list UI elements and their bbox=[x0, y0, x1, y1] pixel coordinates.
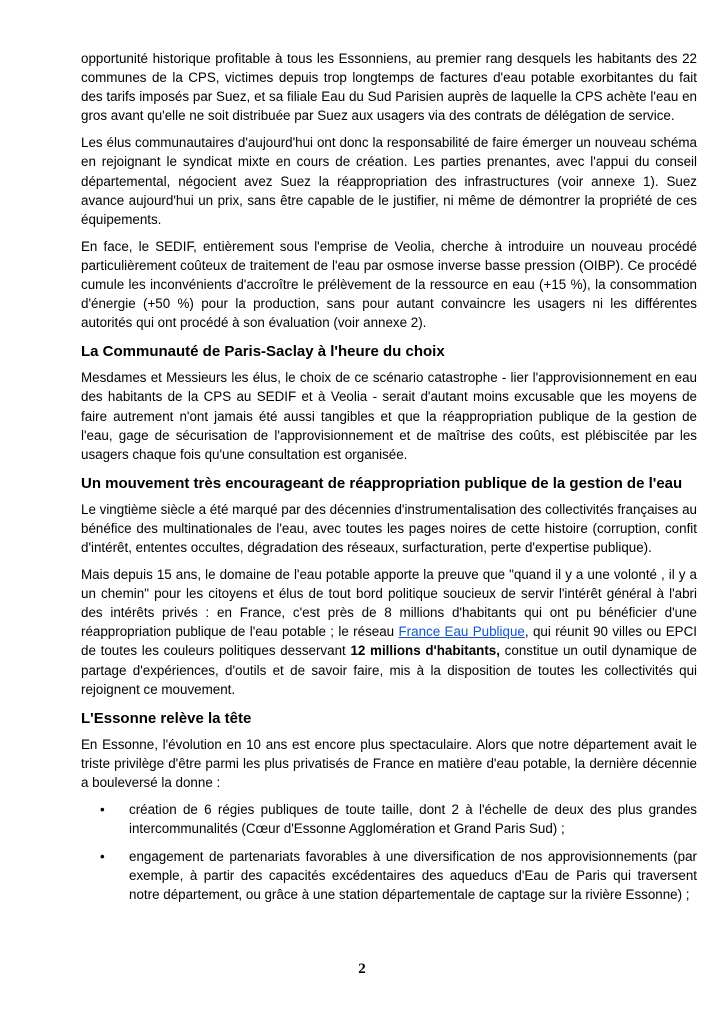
paragraph: Mesdames et Messieurs les élus, le choix de ce scénario catastrophe - lier l'approvisionnement en eau des habitants de la CPS au SEDIF et à Veolia - serait d'autant moins excusable que les moyens de faire autrement n'ont jamais été aussi tangibles et que la réappropriation publique de la gestion de l'eau, gage de sécurisation de l'approvisionnement et de maîtrise des coûts, est plébiscitée par les usagers chaque fois qu'une consultation est organisée. bbox=[81, 370, 697, 462]
list-item bbox=[100, 800, 697, 838]
document-page bbox=[81, 49, 697, 913]
list-item-text: création de 6 régies publiques de toute taille, dont 2 à l'échelle de deux des plus grandes intercommunalités (Cœur d'Essonne Agglomération et Grand Paris Sud) ; bbox=[129, 802, 697, 837]
paragraph: opportunité historique profitable à tous les Essonniens, au premier rang desquels les habitants des 22 communes de la CPS, victimes depuis trop longtemps de factures d'eau potable exorbitantes du fait des tarifs imposés par Suez, et sa filiale Eau du Sud Parisien auprès de laquelle la CPS achète l'eau en gros avant qu'elle ne soit distribuée par Suez aux usagers via des contrats de délégation de service. bbox=[81, 51, 697, 124]
paragraph: En Essonne, l'évolution en 10 ans est encore plus spectaculaire. Alors que notre département avait le triste privilège d'être parmi les plus privatisés de France en matière d'eau potable, la dernière décennie a bouleversé la donne : bbox=[81, 736, 697, 790]
text-run: , qui réunit 90 villes ou EPCI de toutes les couleurs politiques desservant bbox=[81, 624, 697, 659]
list-item-text: engagement de partenariats favorables à une diversification de nos approvisionnements (par exemple, à partir des capacités excédentaires des aqueducs d'Eau de Paris qui traversent notre département, ou grâce à une station départementale de captage sur la rivière Essonne) ; bbox=[129, 849, 697, 903]
france-eau-publique-link[interactable]: France Eau Publique bbox=[398, 624, 525, 640]
text-run: constitue un outil dynamique de partage d'expériences, d'outils et de savoir faire, mis à la disposition de toutes les collectivités qui rejoignent ce mouvement. bbox=[81, 643, 697, 697]
paragraph: Le vingtième siècle a été marqué par des décennies d'instrumentalisation des collectivités françaises au bénéfice des multinationales de l'eau, avec toutes les pages noires de cette histoire (corruption, confit d'intérêt, ententes occultes, dégradation des réseaux, surfacturation, perte d'expertise publique). bbox=[81, 501, 697, 555]
paragraph: En face, le SEDIF, entièrement sous l'emprise de Veolia, cherche à introduire un nouveau procédé particulièrement coûteux de traitement de l'eau par osmose inverse basse pression (OIBP). Ce procédé cumule les inconvénients d'accroître le prélèvement de la ressource en eau (+15 %), la consommation d'énergie (+50 %) pour la production, sans pour autant convaincre les usagers ni les différentes autorités qui ont procédé à son évaluation (voir annexe 2). bbox=[81, 238, 697, 331]
list-item bbox=[100, 847, 697, 904]
paragraph bbox=[81, 565, 697, 699]
page-number: 2 bbox=[358, 961, 366, 977]
paragraph: Les élus communautaires d'aujourd'hui ont donc la responsabilité de faire émerger un nouveau schéma en rejoignant le syndicat mixte en cours de création. Les parties prenantes, avec l'appui du conseil départemental, négocient avez Suez la réappropriation des infrastructures (voir annexe 1). Suez avance aujourd'hui un prix, sans être capable de le justifier, ni même de démontrer la propriété de ces équipements. bbox=[81, 135, 697, 227]
section-heading: L'Essonne relève la tête bbox=[81, 709, 252, 727]
bullet-list bbox=[81, 800, 697, 904]
bullet-icon: • bbox=[100, 802, 105, 817]
section-heading: Un mouvement très encourageant de réappropriation publique de la gestion de l'eau bbox=[81, 474, 683, 492]
bullet-icon: • bbox=[100, 849, 105, 865]
text-run: Mais depuis 15 ans, le domaine de l'eau potable apporte la preuve que "quand il y a une volonté , il y a un chemin" pour les citoyens et élus de tout bord politique soucieux de servir l'intérêt général à l'abri des intérêts privés : en France, c'est près de 8 millions d'habitants qui ont pu bénéficier d'une réappropriation publique de l'eau potable ; le réseau bbox=[81, 567, 697, 640]
section-heading: La Communauté de Paris-Saclay à l'heure du choix bbox=[81, 343, 445, 361]
bold-text: 12 millions d'habitants, bbox=[350, 643, 500, 659]
